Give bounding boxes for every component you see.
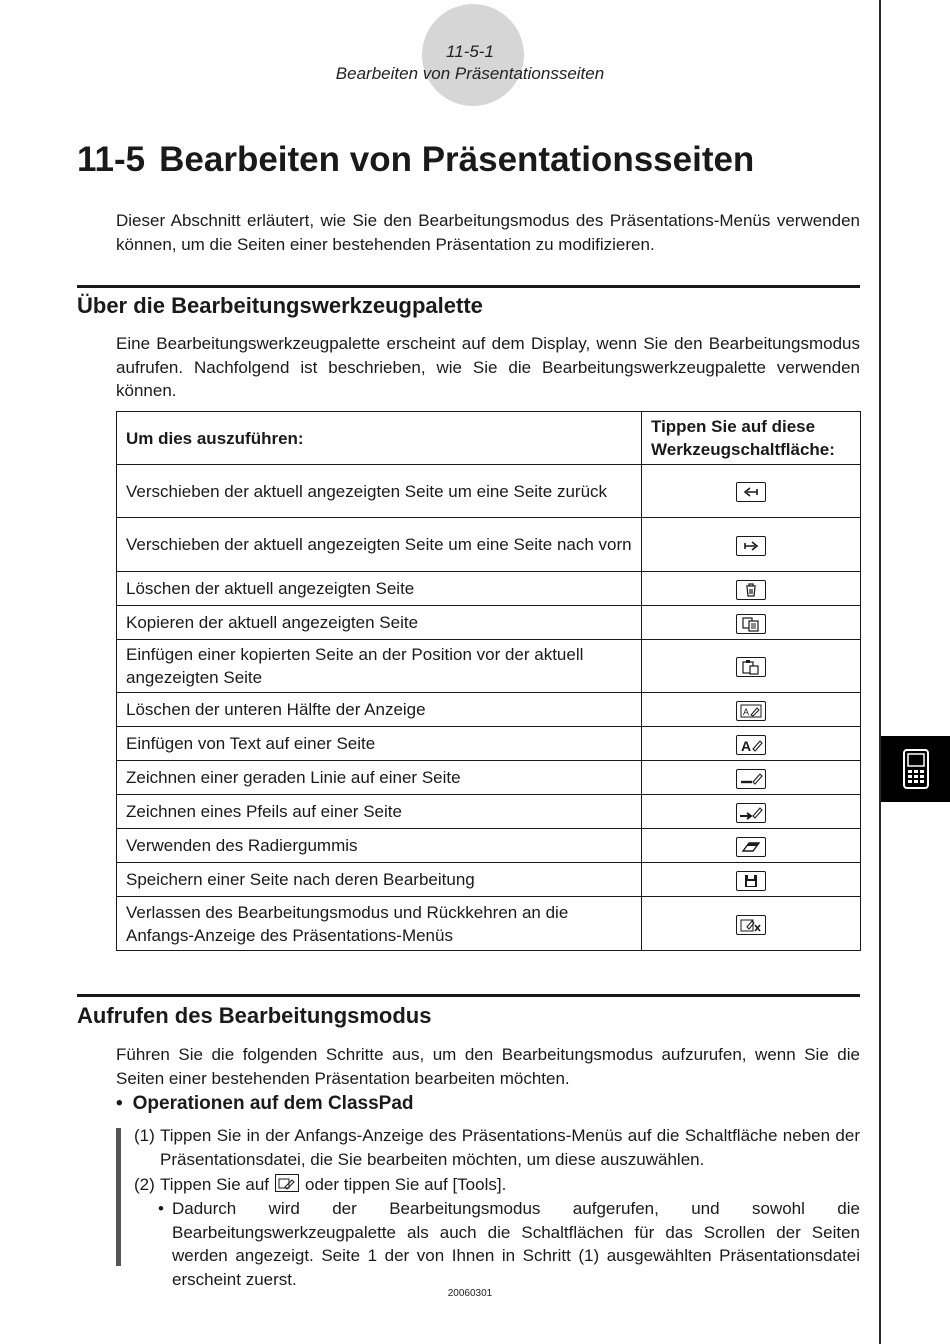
- table-cell-action: Zeichnen einer geraden Linie auf einer Seite: [117, 761, 642, 795]
- table-row: [117, 761, 861, 795]
- operations-bullet: •: [116, 1093, 123, 1114]
- intro-paragraph: Dieser Abschnitt erläutert, wie Sie den Bearbeitungsmodus des Präsentations-Menüs verwenden können, um die Seiten einer bestehenden Präsentation zu modifizieren.: [116, 211, 860, 254]
- table-row: [117, 518, 861, 572]
- save-icon: [736, 871, 766, 891]
- table-row: [117, 572, 861, 606]
- chapter-number: 11-5: [77, 140, 146, 179]
- table-cell-action: Kopieren der aktuell angezeigten Seite: [117, 606, 642, 640]
- step-2-label: (2): [134, 1175, 155, 1194]
- table-row: [117, 640, 861, 693]
- step-2-note: [158, 1197, 860, 1291]
- paste-icon: [736, 657, 766, 677]
- operations-heading: [116, 1093, 414, 1115]
- footer-code: 20060301: [447, 1288, 493, 1299]
- step-2-text-after: oder tippen Sie auf [Tools].: [305, 1175, 507, 1194]
- page-forward-icon: [736, 536, 766, 556]
- line-draw-icon: [736, 769, 766, 789]
- table-cell-action: Einfügen von Text auf einer Seite: [117, 727, 642, 761]
- header-page-number: 11-5-1: [446, 42, 494, 61]
- page-edge-rule: [879, 0, 881, 1344]
- step-2-note-text: Dadurch wird der Bearbeitungsmodus aufgerufen, und sowohl die Bearbeitungswerkzeugpalette als auch die Schaltflächen für das Scrollen der Seiten werden angezeigt. Seite 1 der von Ihnen in Schritt (1) ausgewählten Präsentationsdatei erscheint zuerst.: [172, 1199, 860, 1289]
- exit-edit-icon: [736, 915, 766, 935]
- section2-paragraph: Führen Sie die folgenden Schritte aus, um den Bearbeitungsmodus aufzurufen, wenn Sie die Seiten einer bestehenden Präsentation bearbeiten möchten.: [116, 1045, 860, 1088]
- section1-heading: Über die Bearbeitungswerkzeugpalette: [77, 293, 483, 318]
- table-cell-action: Verwenden des Radiergummis: [117, 829, 642, 863]
- section-rule-2: [77, 994, 860, 997]
- operations-heading-text: Operationen auf dem ClassPad: [132, 1093, 414, 1114]
- calculator-icon: [903, 749, 929, 789]
- eraser-icon: [736, 837, 766, 857]
- table-row: [117, 863, 861, 897]
- trash-icon: [736, 580, 766, 600]
- header-running-title: Bearbeiten von Präsentationsseiten: [335, 64, 605, 83]
- table-cell-action: Zeichnen eines Pfeils auf einer Seite: [117, 795, 642, 829]
- copy-icon: [736, 614, 766, 634]
- table-row: [117, 795, 861, 829]
- table-cell-action: Speichern einer Seite nach deren Bearbeitung: [117, 863, 642, 897]
- table-cell-action: Löschen der aktuell angezeigten Seite: [117, 572, 642, 606]
- table-header-action: Um dies auszuführen:: [117, 412, 642, 465]
- table-cell-action: Verlassen des Bearbeitungsmodus und Rückkehren an die Anfangs-Anzeige des Präsentations-Menüs: [117, 897, 642, 951]
- step-2-text-before: Tippen Sie auf: [160, 1175, 269, 1194]
- svg-text:A: A: [743, 706, 750, 717]
- arrow-draw-icon: [736, 803, 766, 823]
- table-row: [117, 465, 861, 518]
- table-cell-action: Verschieben der aktuell angezeigten Seite um eine Seite zurück: [117, 465, 642, 518]
- chapter-side-tab: [881, 736, 950, 802]
- steps-side-bar: [116, 1128, 121, 1266]
- clear-lower-half-icon: [736, 701, 766, 721]
- table-header-row: [117, 412, 861, 465]
- table-row: [117, 897, 861, 951]
- section-rule-1: [77, 285, 860, 288]
- step-2: [134, 1173, 860, 1197]
- step-1: [134, 1124, 860, 1171]
- step-2-note-bullet: •: [158, 1199, 164, 1218]
- table-cell-action: Einfügen einer kopierten Seite an der Position vor der aktuell angezeigten Seite: [117, 640, 642, 693]
- table-row: [117, 727, 861, 761]
- svg-text:A: A: [741, 737, 752, 754]
- page-back-icon: [736, 482, 766, 502]
- step-1-label: (1): [134, 1126, 155, 1145]
- section1-paragraph: Eine Bearbeitungswerkzeugpalette erscheint auf dem Display, wenn Sie den Bearbeitungsmodus aufrufen. Nachfolgend ist beschrieben, wie Sie die Bearbeitungswerkzeugpalette verwenden können.: [116, 334, 860, 400]
- text-insert-icon: [736, 735, 766, 755]
- chapter-title-text: Bearbeiten von Präsentationsseiten: [159, 140, 755, 179]
- chapter-title: [77, 140, 754, 180]
- step-1-text: Tippen Sie in der Anfangs-Anzeige des Präsentations-Menüs auf die Schaltfläche neben der Präsentationsdatei, die Sie bearbeiten möchten, um diese auszuwählen.: [160, 1126, 860, 1169]
- table-cell-action: Verschieben der aktuell angezeigten Seite um eine Seite nach vorn: [117, 518, 642, 572]
- tool-palette-table: [116, 411, 861, 951]
- table-header-button: Tippen Sie auf diese Werkzeugschaltfläche:: [642, 412, 861, 465]
- table-row: [117, 829, 861, 863]
- table-cell-action: Löschen der unteren Hälfte der Anzeige: [117, 693, 642, 727]
- table-row: [117, 606, 861, 640]
- table-row: [117, 693, 861, 727]
- section2-heading: Aufrufen des Bearbeitungsmodus: [77, 1003, 432, 1028]
- edit-mode-icon: [275, 1174, 299, 1192]
